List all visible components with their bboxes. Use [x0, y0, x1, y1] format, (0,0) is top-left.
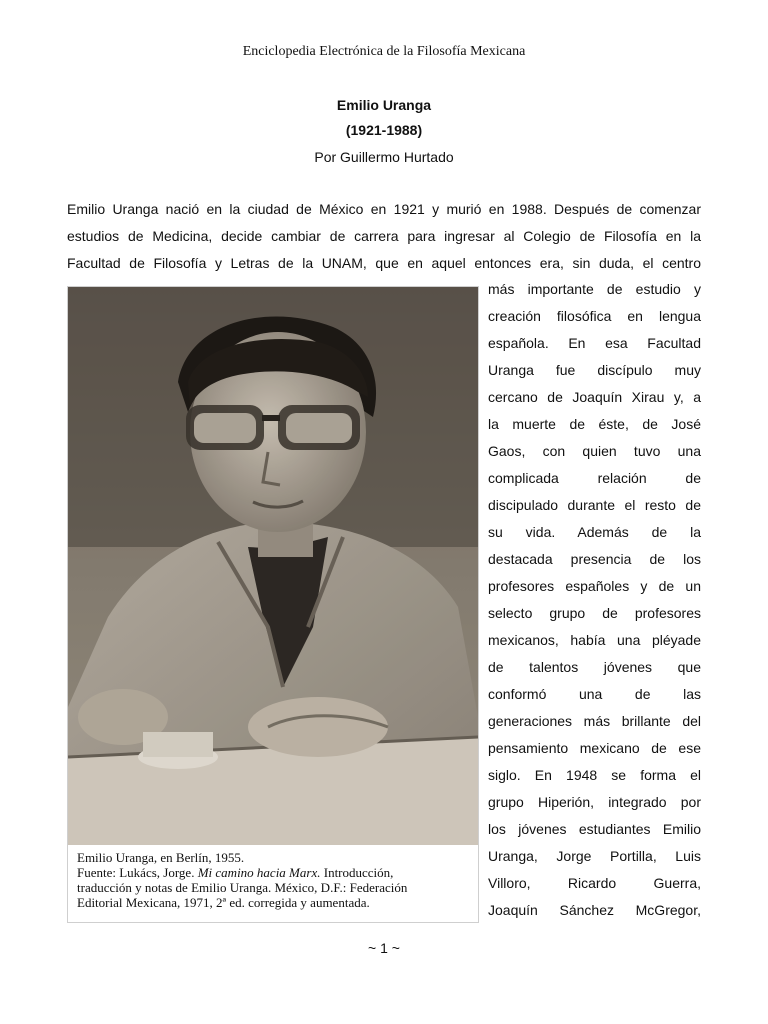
side-line: española. En esa Facultad	[488, 335, 701, 351]
intro-line: estudios de Medicina, decide cambiar de carrera para ingresar al Colegio de Filosofía en la	[67, 228, 701, 244]
caption-line: Editorial Mexicana, 1971, 2ª ed. corregida y aumentada.	[77, 895, 370, 910]
side-line: su vida. Además de la	[488, 524, 701, 540]
article-title	[0, 93, 768, 143]
intro-line: Facultad de Filosofía y Letras de la UNAM, que en aquel entonces era, sin duda, el centro	[67, 255, 701, 271]
side-line: los jóvenes estudiantes Emilio	[488, 821, 701, 837]
caption-source-suffix: Introducción,	[320, 865, 394, 880]
side-line: mexicanos, había una pléyade	[488, 632, 701, 648]
page-number: ~ 1 ~	[368, 940, 400, 956]
photo-caption	[77, 850, 469, 910]
document-header: Enciclopedia Electrónica de la Filosofía Mexicana	[242, 44, 526, 59]
side-line: discipulado durante el resto de	[488, 497, 701, 513]
intro-line: Emilio Uranga nació en la ciudad de México en 1921 y murió en 1988. Después de comenzar	[67, 201, 701, 217]
caption-line: Emilio Uranga, en Berlín, 1955.	[77, 850, 245, 865]
side-line: creación filosófica en lengua	[488, 308, 701, 324]
side-line: de talentos jóvenes que	[488, 659, 701, 675]
caption-source-prefix: Fuente: Lukács, Jorge.	[77, 865, 198, 880]
caption-book-title: Mi camino hacia Marx.	[197, 865, 321, 880]
side-line: Joaquín Sánchez McGregor,	[488, 902, 701, 918]
intro-paragraph	[67, 196, 701, 277]
side-line: la muerte de éste, de José	[488, 416, 701, 432]
side-line: pensamiento mexicano de ese	[488, 740, 701, 756]
side-line: profesores españoles y de un	[488, 578, 701, 594]
subject-name: Emilio Uranga	[336, 97, 432, 113]
portrait-photo	[68, 287, 478, 845]
side-line: grupo Hiperión, integrado por	[488, 794, 701, 810]
side-line: Gaos, con quien tuvo una	[488, 443, 701, 459]
subject-years: (1921-1988)	[345, 122, 423, 138]
side-line: destacada presencia de los	[488, 551, 701, 567]
article-author: Por Guillermo Hurtado	[314, 149, 454, 165]
caption-line: traducción y notas de Emilio Uranga. México, D.F.: Federación	[77, 880, 408, 895]
side-line: generaciones más brillante del	[488, 713, 701, 729]
side-line: selecto grupo de profesores	[488, 605, 701, 621]
side-line: siglo. En 1948 se forma el	[488, 767, 701, 783]
side-line: más importante de estudio y	[488, 281, 701, 297]
side-line: Uranga, Jorge Portilla, Luis	[488, 848, 701, 864]
caption-source	[77, 865, 469, 880]
side-line: Uranga fue discípulo muy	[488, 362, 701, 378]
side-line: cercano de Joaquín Xirau y, a	[488, 389, 701, 405]
side-line: conformó una de las	[488, 686, 701, 702]
side-column-text	[488, 276, 701, 924]
portrait-figure	[67, 286, 479, 923]
side-line: complicada relación de	[488, 470, 701, 486]
side-line: Villoro, Ricardo Guerra,	[488, 875, 701, 891]
